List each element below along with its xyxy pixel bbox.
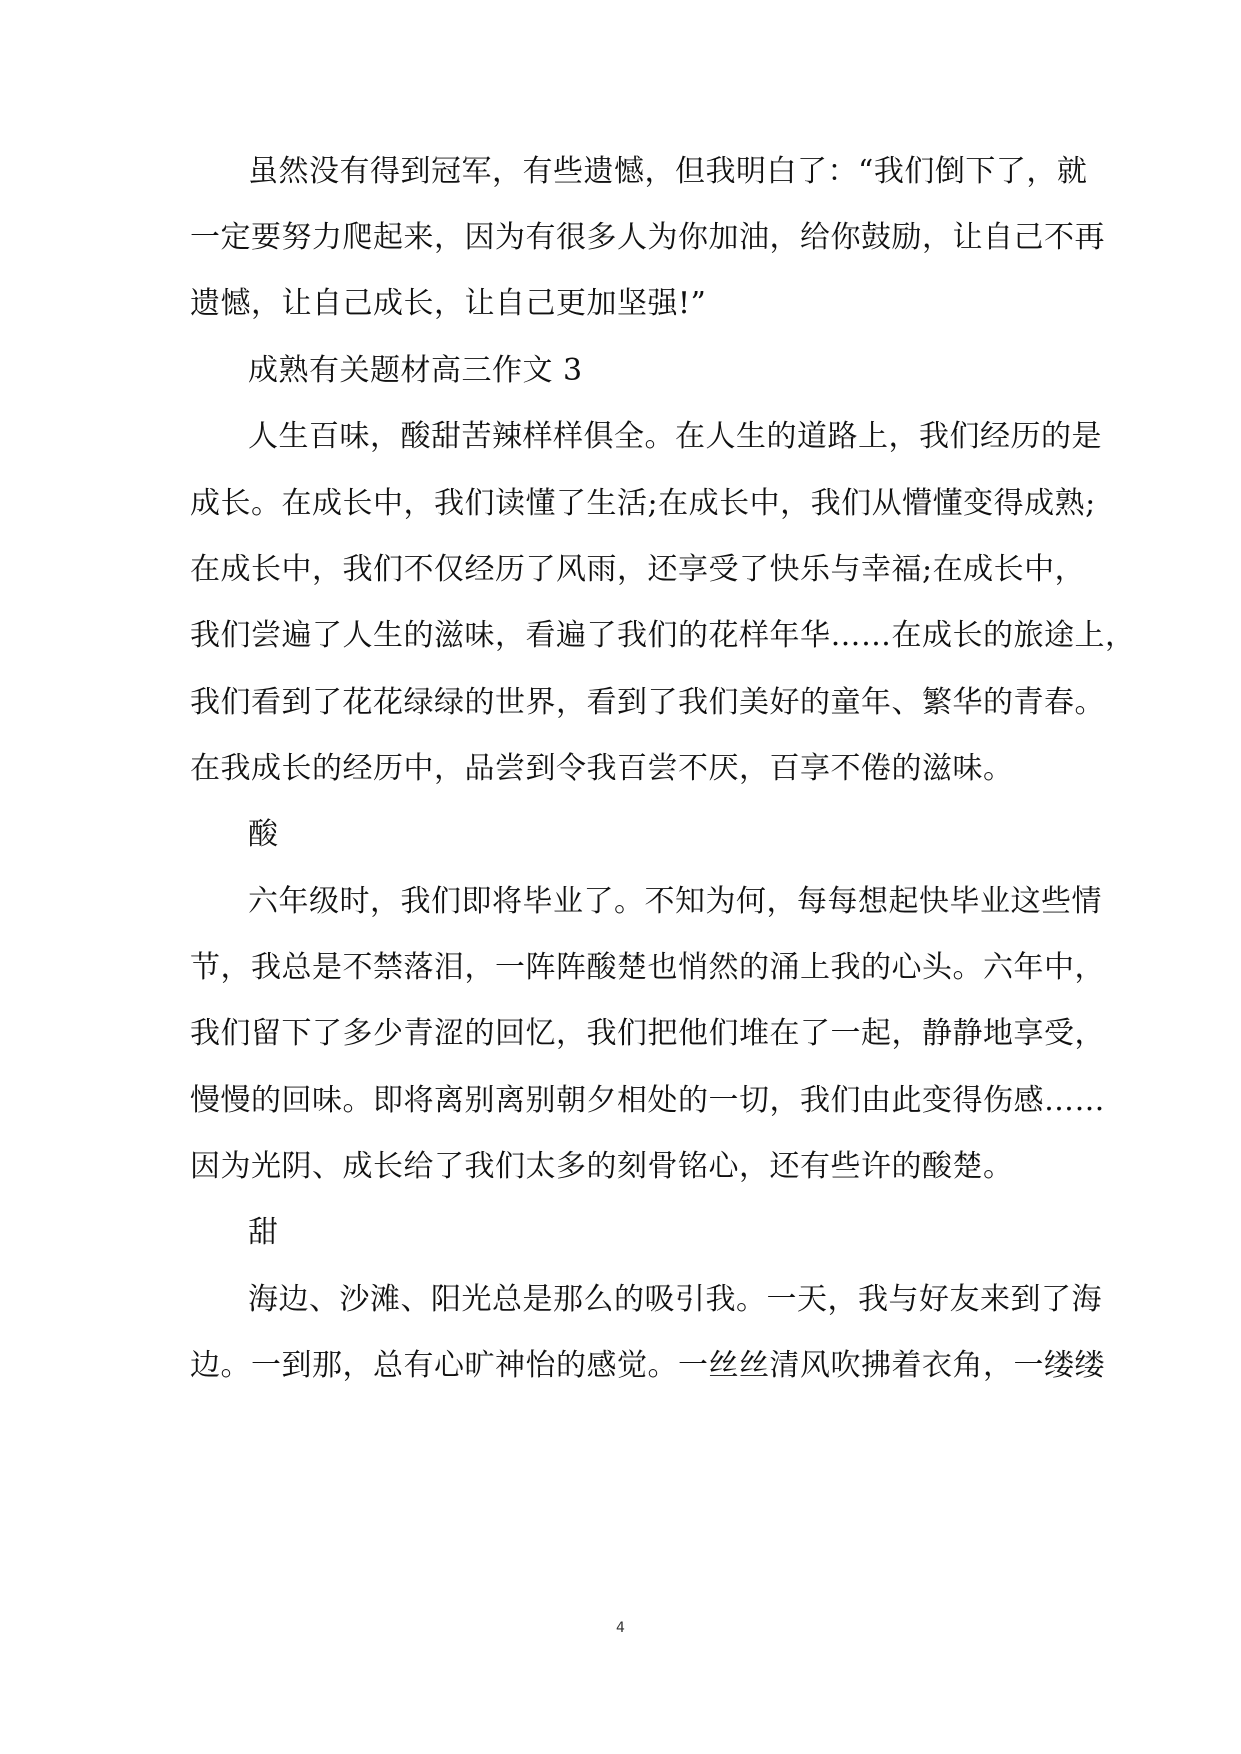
subheading-sweet: 甜 <box>248 1215 279 1250</box>
paragraph-line-1: 虽然没有得到冠军，有些遗憾，但我明白了：“我们倒下了，就 <box>248 154 1088 189</box>
paragraph-line-18: 海边、沙滩、阳光总是那么的吸引我。一天，我与好友来到了海 <box>248 1282 1102 1317</box>
paragraph-line-10: 在我成长的经历中，品尝到令我百尝不厌，百享不倦的滋味。 <box>190 751 1014 786</box>
paragraph-line-6: 成长。在成长中，我们读懂了生活;在成长中，我们从懵懂变得成熟; <box>190 486 1096 521</box>
paragraph-line-13: 节，我总是不禁落泪，一阵阵酸楚也悄然的涌上我的心头。六年中， <box>190 950 1105 985</box>
paragraph-line-9: 我们看到了花花绿绿的世界，看到了我们美好的童年、繁华的青春。 <box>190 685 1105 720</box>
paragraph-line-5: 人生百味，酸甜苦辣样样俱全。在人生的道路上，我们经历的是 <box>248 419 1102 454</box>
paragraph-line-2: 一定要努力爬起来，因为有很多人为你加油，给你鼓励，让自己不再 <box>190 220 1105 255</box>
paragraph-line-3: 遗憾，让自己成长，让自己更加坚强!” <box>190 286 707 321</box>
paragraph-line-7: 在成长中，我们不仅经历了风雨，还享受了快乐与幸福;在成长中， <box>190 552 1086 587</box>
paragraph-line-12: 六年级时，我们即将毕业了。不知为何，每每想起快毕业这些情 <box>248 884 1102 919</box>
paragraph-line-8: 我们尝遍了人生的滋味，看遍了我们的花样年华……在成长的旅途上， <box>190 618 1136 653</box>
paragraph-line-15: 慢慢的回味。即将离别离别朝夕相处的一切，我们由此变得伤感…… <box>190 1083 1105 1118</box>
subheading-sour: 酸 <box>248 817 279 852</box>
paragraph-line-16: 因为光阴、成长给了我们太多的刻骨铭心，还有些许的酸楚。 <box>190 1149 1014 1184</box>
page-number: 4 <box>616 1620 625 1636</box>
paragraph-line-14: 我们留下了多少青涩的回忆，我们把他们堆在了一起，静静地享受， <box>190 1016 1105 1051</box>
paragraph-line-19: 边。一到那，总有心旷神怡的感觉。一丝丝清风吹拂着衣角，一缕缕 <box>190 1348 1105 1383</box>
section-heading: 成熟有关题材高三作文 3 <box>248 353 583 388</box>
